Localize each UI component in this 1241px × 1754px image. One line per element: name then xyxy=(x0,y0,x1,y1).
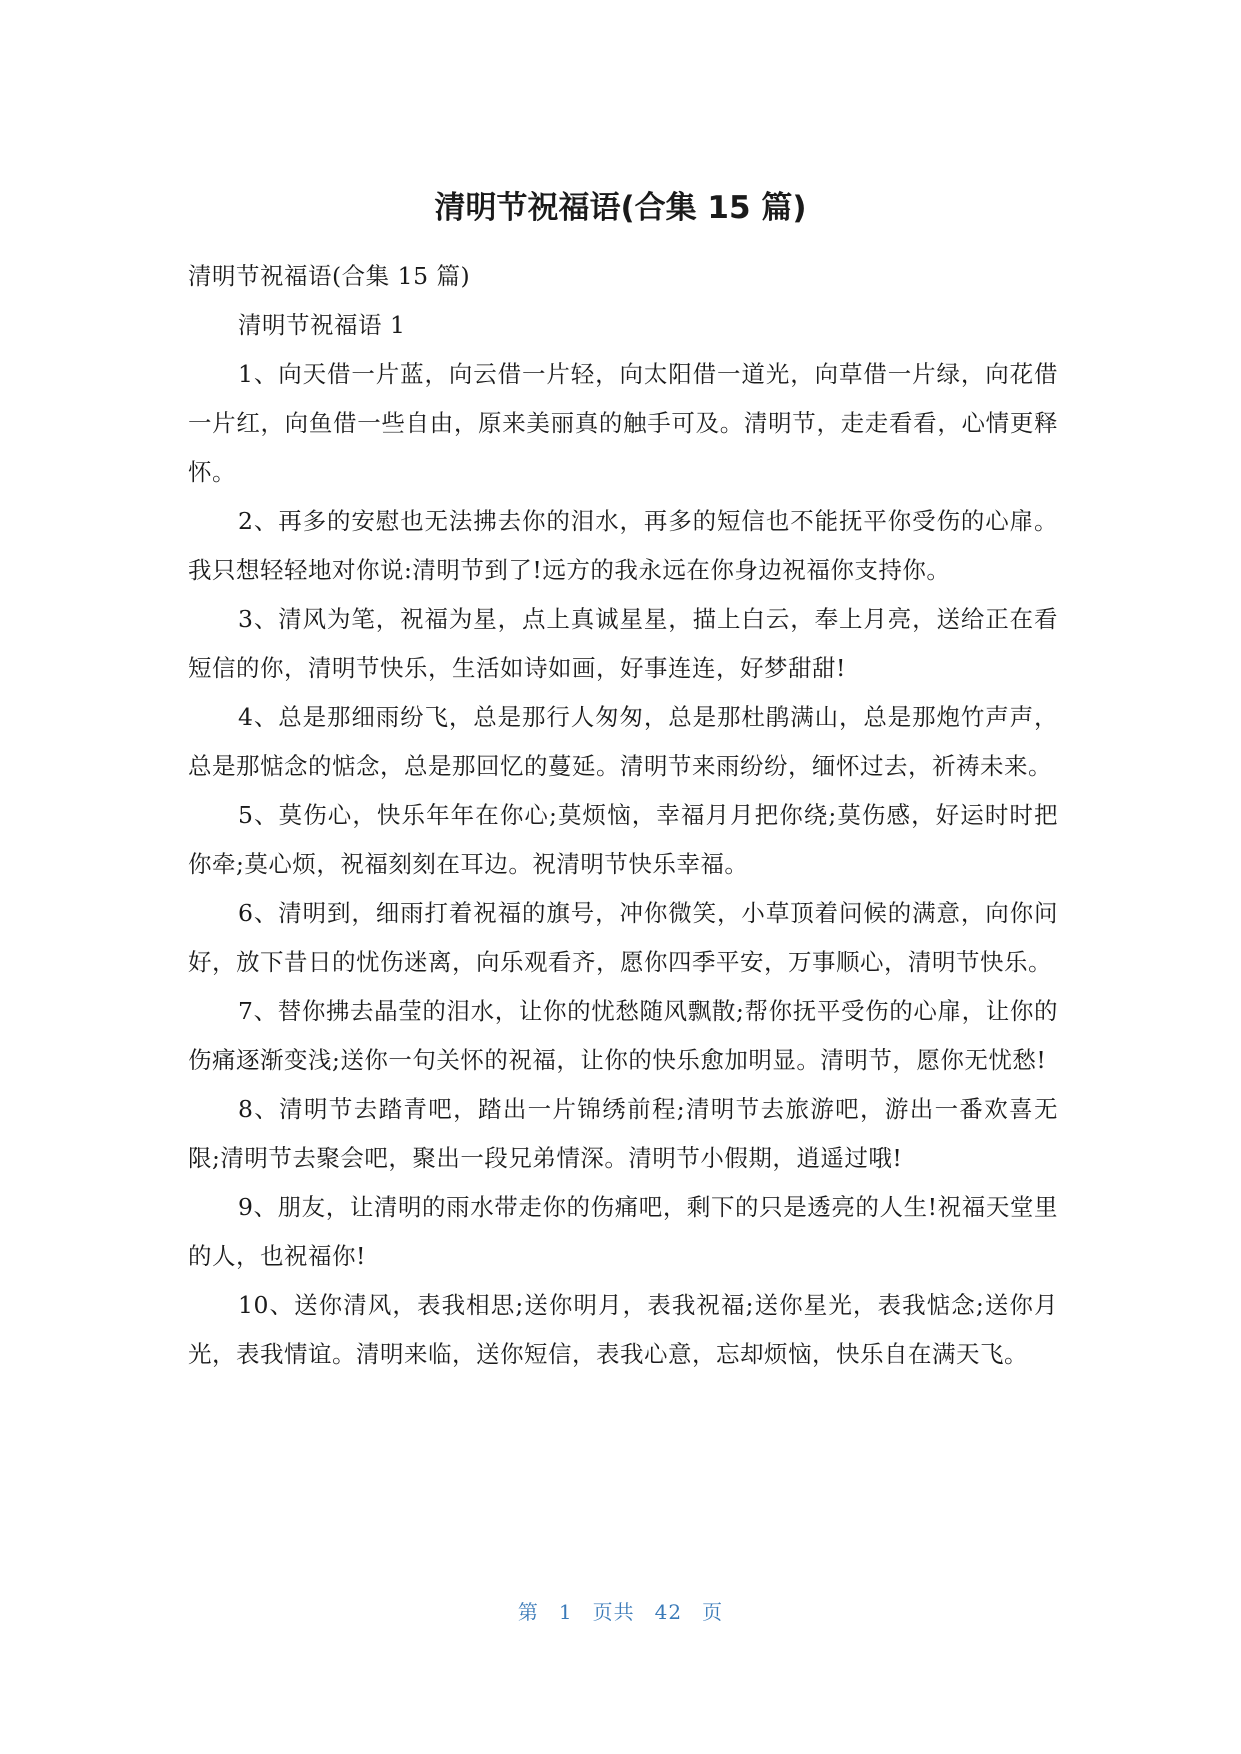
paragraph-4: 4、总是那细雨纷飞，总是那行人匆匆，总是那杜鹃满山，总是那炮竹声声，总是那惦念的惦念，总是那回忆的蔓延。清明节来雨纷纷，缅怀过去，祈祷未来。 xyxy=(188,703,1058,780)
current-page-number: 1 xyxy=(558,1600,573,1624)
paragraph-8: 8、清明节去踏青吧，踏出一片锦绣前程;清明节去旅游吧，游出一番欢喜无限;清明节去聚会吧，聚出一段兄弟情深。清明节小假期，逍遥过哦! xyxy=(188,1095,1058,1172)
paragraph-5: 5、莫伤心，快乐年年在你心;莫烦恼，幸福月月把你绕;莫伤感，好运时时把你牵;莫心烦，祝福刻刻在耳边。祝清明节快乐幸福。 xyxy=(188,801,1058,878)
paragraph-2: 2、再多的安慰也无法拂去你的泪水，再多的短信也不能抚平你受伤的心扉。我只想轻轻地对你说:清明节到了!远方的我永远在你身边祝福你支持你。 xyxy=(188,507,1058,584)
paragraph-6: 6、清明到，细雨打着祝福的旗号，冲你微笑，小草顶着问候的满意，向你问好，放下昔日的忧伤迷离，向乐观看齐，愿你四季平安，万事顺心，清明节快乐。 xyxy=(188,899,1058,976)
paragraph-3: 3、清风为笔，祝福为星，点上真诚星星，描上白云，奉上月亮，送给正在看短信的你，清明节快乐，生活如诗如画，好事连连，好梦甜甜! xyxy=(188,605,1058,682)
paragraph-1: 1、向天借一片蓝，向云借一片轻，向太阳借一道光，向草借一片绿，向花借一片红，向鱼借一些自由，原来美丽真的触手可及。清明节，走走看看，心情更释怀。 xyxy=(188,360,1058,486)
paragraph-7: 7、替你拂去晶莹的泪水，让你的忧愁随风飘散;帮你抚平受伤的心扉，让你的伤痛逐渐变浅;送你一句关怀的祝福，让你的快乐愈加明显。清明节，愿你无忧愁! xyxy=(188,997,1058,1074)
total-pages-number: 42 xyxy=(654,1600,683,1624)
document-subtitle: 清明节祝福语(合集 15 篇) xyxy=(188,262,471,290)
document-body xyxy=(188,252,1058,1379)
section-heading: 清明节祝福语 1 xyxy=(238,311,406,339)
paragraph-10: 10、送你清风，表我相思;送你明月，表我祝福;送你星光，表我惦念;送你月光，表我情谊。清明来临，送你短信，表我心意，忘却烦恼，快乐自在满天飞。 xyxy=(188,1291,1058,1368)
page-footer xyxy=(0,1596,1241,1625)
page-label-middle: 页共 xyxy=(592,1600,635,1624)
document-title: 清明节祝福语(合集 15 篇) xyxy=(434,190,807,226)
page-label-suffix: 页 xyxy=(702,1600,724,1624)
paragraph-9: 9、朋友，让清明的雨水带走你的伤痛吧，剩下的只是透亮的人生!祝福天堂里的人，也祝福你! xyxy=(188,1193,1058,1270)
page-label-prefix: 第 xyxy=(517,1600,539,1624)
